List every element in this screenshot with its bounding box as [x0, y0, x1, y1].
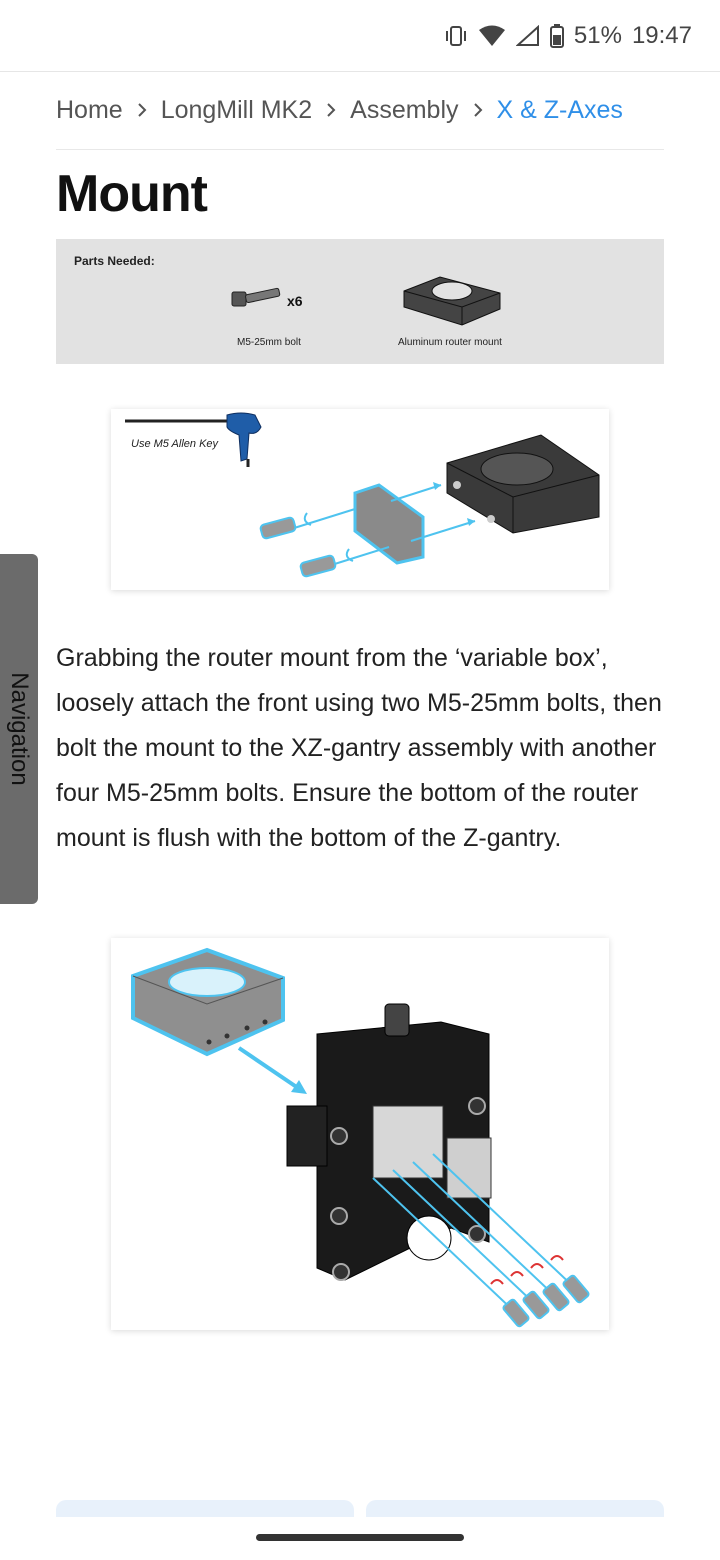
- router-mount-icon: [400, 273, 504, 329]
- bolt-label: M5-25mm bolt: [237, 337, 301, 348]
- instruction-text: Grabbing the router mount from the ‘variable box’, loosely attach the front using two M5-25mm bolts, then bolt the mount to the XZ-gantry assembly with another four M5-25mm bolts. Ensure the bottom of the router mount is flush with the bottom of the Z-gantry.: [56, 644, 662, 852]
- gantry-assembly-illustration: [111, 938, 609, 1330]
- navigation-tab[interactable]: [0, 554, 38, 904]
- parts-needed-panel: [56, 239, 664, 364]
- router-mount-label: Aluminum router mount: [398, 337, 502, 348]
- assembly-figure-gantry: [111, 938, 609, 1330]
- chevron-right-icon: [473, 92, 483, 128]
- wifi-icon: [478, 25, 506, 47]
- chevron-right-icon: [326, 92, 336, 128]
- home-indicator[interactable]: [256, 1534, 464, 1541]
- bolt-icon: [230, 287, 284, 311]
- status-icons: [444, 18, 692, 54]
- clock: 19:47: [631, 22, 692, 49]
- parts-needed-title: Parts Needed:: [74, 254, 155, 268]
- allen-key-label: Use M5 Allen Key: [131, 438, 219, 450]
- bolt-count: x6: [287, 293, 303, 309]
- breadcrumb: [56, 92, 664, 150]
- signal-icon: [516, 25, 540, 47]
- breadcrumb-assembly[interactable]: Assembly: [350, 96, 459, 124]
- navigation-tab-label: Navigation: [6, 672, 33, 786]
- battery-percent: 51%: [573, 22, 622, 49]
- status-bar: [0, 0, 720, 72]
- battery-icon: [550, 24, 564, 48]
- breadcrumb-home[interactable]: Home: [56, 96, 123, 124]
- assembly-figure-front: [111, 409, 609, 590]
- page-title: Mount: [56, 165, 207, 223]
- breadcrumb-x-z-axes[interactable]: X & Z-Axes: [496, 96, 623, 124]
- vibrate-icon: [444, 25, 468, 47]
- breadcrumb-longmill[interactable]: LongMill MK2: [160, 96, 313, 124]
- chevron-right-icon: [137, 92, 147, 128]
- allen-key-illustration: [111, 409, 609, 590]
